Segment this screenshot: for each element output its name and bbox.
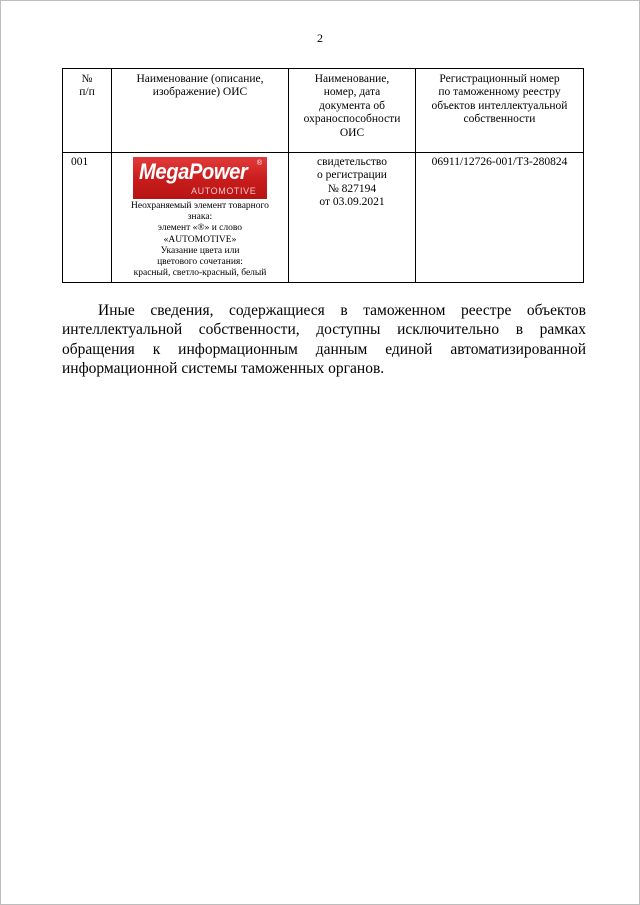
desc-line: знака: bbox=[187, 212, 213, 223]
row-reg-number: 06911/12726-001/ТЗ-280824 bbox=[416, 153, 584, 283]
header-reg: Регистрационный номер по таможенному реестру объектов интеллектуальной собственности bbox=[416, 69, 584, 153]
megapower-logo bbox=[133, 157, 267, 199]
desc-line: «AUTOMOTIVE» bbox=[163, 234, 237, 245]
logo-reg-mark: ® bbox=[256, 160, 262, 167]
row-name-cell bbox=[112, 153, 289, 283]
header-name: Наименование (описание, изображение) ОИС bbox=[112, 69, 289, 153]
desc-line: цветового сочетания: bbox=[157, 257, 243, 268]
row-doc-cell: свидетельство о регистрации № 827194 от 03.09.2021 bbox=[289, 153, 416, 283]
logo-main-text: MegaPower bbox=[139, 159, 248, 184]
desc-line: красный, светло-красный, белый bbox=[133, 268, 267, 279]
desc-line: Указание цвета или bbox=[160, 245, 240, 256]
header-num: № п/п bbox=[63, 69, 112, 153]
header-doc: Наименование, номер, дата документа об охраноспособности ОИС bbox=[289, 69, 416, 153]
page-number: 2 bbox=[317, 31, 323, 45]
desc-line: элемент «®» и слово bbox=[157, 223, 243, 234]
logo-sub-text: AUTOMOTIVE bbox=[191, 186, 257, 196]
ois-table bbox=[62, 68, 584, 283]
body-paragraph: Иные сведения, содержащиеся в таможенном реестре объектов интеллектуальной собственности, доступны исключительно в рамках обращения к информационным данным единой автоматизированной информационной системы таможенных органов. bbox=[62, 302, 586, 378]
table-row bbox=[63, 153, 584, 283]
table-header-row bbox=[63, 69, 584, 153]
row-num: 001 bbox=[63, 153, 112, 283]
desc-line: Неохраняемый элемент товарного bbox=[131, 201, 269, 211]
